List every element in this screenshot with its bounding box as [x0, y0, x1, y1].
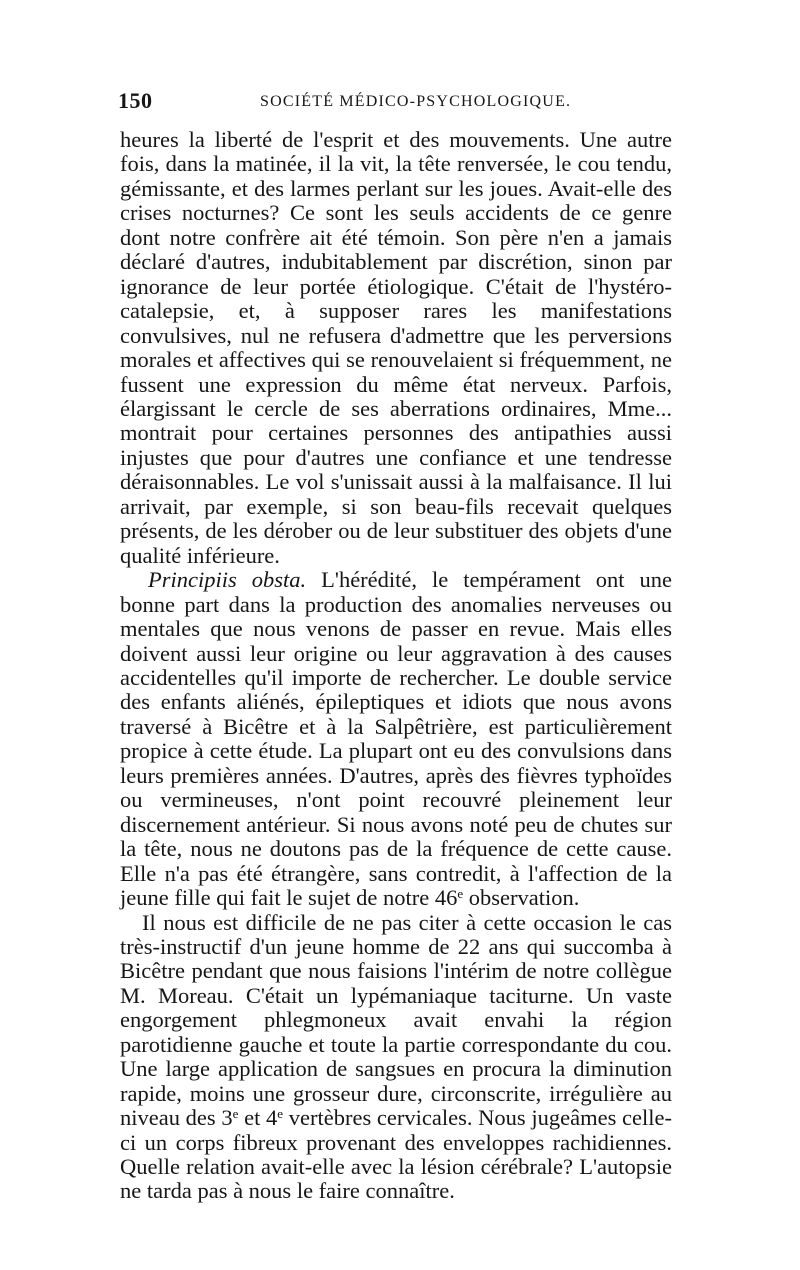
journal-title: SOCIÉTÉ MÉDICO-PSYCHOLOGIQUE.	[260, 93, 572, 110]
latin-maxim: Principiis obsta.	[148, 567, 307, 593]
paragraph-3-mid: et 4	[238, 1105, 278, 1131]
ordinal-superscript-1: e	[232, 1106, 239, 1122]
paragraph-3-text: Il nous est difficile de ne pas citer à cette occasion le cas très-instructif d'un jeune homme de 22 ans qui succomba à Bicêtre pendant que nous faisions l'intérim de notre collègue M. Moreau. C'était un lypémaniaque taciturne. Un vaste engorgement phlegmoneux avait envahi la région parotidienne gauche et toute la partie correspondante du cou. Une large application de sangsues en procura la diminution rapide, moins une grosseur dure, circonscrite, irrégulière au niveau des 3	[120, 909, 672, 1131]
ordinal-superscript: e	[457, 886, 464, 902]
paragraph-2	[120, 568, 672, 910]
paragraph-2-end: observation.	[463, 885, 580, 911]
running-head	[120, 88, 672, 128]
body-text	[120, 128, 672, 1204]
paragraph-3	[120, 911, 672, 1204]
book-page	[120, 88, 672, 1204]
ordinal-superscript-2: e	[277, 1106, 284, 1122]
paragraph-1-text: heures la liberté de l'esprit et des mouvements. Une autre fois, dans la matinée, il la vit, la tête renversée, le cou tendu, gémissante, et des larmes perlant sur les joues. Avait-elle des crises nocturnes? Ce sont les seuls accidents de ce genre dont notre confrère ait été témoin. Son père n'en a jamais déclaré d'autres, indubitablement par discrétion, sinon par ignorance de leur portée étiologique. C'était de l'hystéro-catalepsie, et, à supposer rares les manifestations convulsives, nul ne refusera d'admettre que les perversions morales et affectives qui se renouvelaient si fréquemment, ne fussent une expression du même état nerveux. Parfois, élargissant le cercle de ses aberrations ordinaires, Mme... montrait pour certaines personnes des antipathies aussi injustes que pour d'autres une confiance et une tendresse déraisonnables. Le vol s'unissait aussi à la malfaisance. Il lui arrivait, par exemple, si son beau-fils recevait quelques présents, de les dérober ou de leur substituer des objets d'une qualité inférieure.	[120, 127, 672, 568]
paragraph-1	[120, 128, 672, 568]
paragraph-3-end: vertèbres cervicales. Nous jugeâmes celle-ci un corps fibreux provenant des enveloppes rachidiennes. Quelle relation avait-elle avec la lésion cérébrale? L'autopsie ne tarda pas à nous le faire connaître.	[120, 1105, 672, 1204]
page-number: 150	[118, 88, 153, 113]
paragraph-2-text: L'hérédité, le tempérament ont une bonne part dans la production des anomalies nerveuses ou mentales que nous venons de passer en revue. Mais elles doivent aussi leur origine ou leur aggravation à des causes accidentelles qu'il importe de rechercher. Le double service des enfants aliénés, épileptiques et idiots que nous avons traversé à Bicêtre et à la Salpêtrière, est particulièrement propice à cette étude. La plupart ont eu des convulsions dans leurs premières années. D'autres, après des fièvres typhoïdes ou vermineuses, n'ont point recouvré pleinement leur discernement antérieur. Si nous avons noté peu de chutes sur la tête, nous ne doutons pas de la fréquence de cette cause. Elle n'a pas été étrangère, sans contredit, à l'affection de la jeune fille qui fait le sujet de notre 46	[120, 567, 672, 911]
